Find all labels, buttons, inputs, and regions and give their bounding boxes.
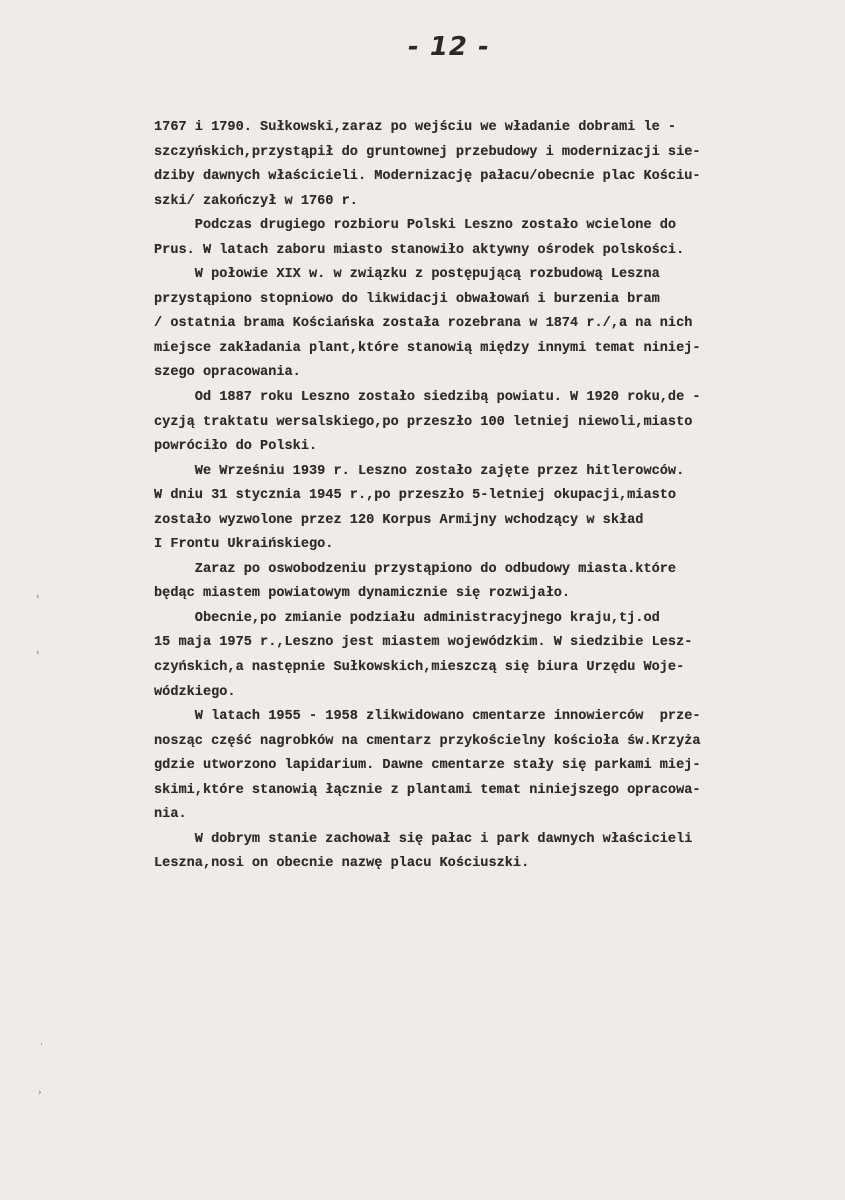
text-line: szczyńskich,przystąpił do gruntownej przebudowy i modernizacji sie- [154,144,701,160]
text-line: We Wrześniu 1939 r. Leszno zostało zajęte przez hitlerowców. [154,463,685,479]
text-line: / ostatnia brama Kościańska została rozebrana w 1874 r./,a na nich [154,316,693,332]
text-line: nosząc część nagrobków na cmentarz przykościelny kościoła św.Krzyża [154,733,701,749]
text-line: W latach 1955 - 1958 zlikwidowano cmentarze innowierców prze- [154,709,701,725]
text-line: Od 1887 roku Leszno zostało siedzibą powiatu. W 1920 roku,de - [154,390,701,406]
page-number: - 12 - [408,32,490,62]
margin-mark: ‹ [36,648,40,658]
text-line: czyńskich,a następnie Sułkowskich,mieszczą się biura Urzędu Woje- [154,660,685,676]
text-line: szego opracowania. [154,365,301,381]
margin-mark: › [38,1088,42,1098]
text-line: miejsce zakładania plant,które stanowią między innymi temat niniej- [154,340,701,356]
text-line: wódzkiego. [154,684,236,700]
text-line: Prus. W latach zaboru miasto stanowiło aktywny ośrodek polskości. [154,242,685,258]
text-line: Leszna,nosi on obecnie nazwę placu Kościuszki. [154,856,530,872]
text-line: I Frontu Ukraińskiego. [154,537,334,553]
text-line: zostało wyzwolone przez 120 Korpus Armijny wchodzący w skład [154,512,644,528]
text-line: W dniu 31 stycznia 1945 r.,po przeszło 5-letniej okupacji,miasto [154,488,677,504]
margin-mark: · [40,1040,43,1050]
body-text [154,116,844,877]
text-line: skimi,które stanowią łącznie z plantami temat niniejszego opracowa- [154,782,701,798]
text-line: Podczas drugiego rozbioru Polski Leszno zostało wcielone do [154,218,677,234]
text-line: powróciło do Polski. [154,439,318,455]
text-line: przystąpiono stopniowo do likwidacji obwałowań i burzenia bram [154,291,660,307]
text-line: szki/ zakończył w 1760 r. [154,193,358,209]
text-line: dziby dawnych właścicieli. Modernizację pałacu/obecnie plac Kościu- [154,169,701,185]
text-line: 15 maja 1975 r.,Leszno jest miastem wojewódzkim. W siedzibie Lesz- [154,635,693,651]
text-line: będąc miastem powiatowym dynamicznie się rozwijało. [154,586,571,602]
text-line: gdzie utworzono lapidarium. Dawne cmentarze stały się parkami miej- [154,758,701,774]
text-line: Obecnie,po zmianie podziału administracyjnego kraju,tj.od [154,610,660,626]
text-line: 1767 i 1790. Sułkowski,zaraz po wejściu we władanie dobrami le - [154,120,677,135]
text-line: cyzją traktatu wersalskiego,po przeszło 100 letniej niewoli,miasto [154,414,693,430]
text-line: Zaraz po oswobodzeniu przystąpiono do odbudowy miasta.które [154,561,677,577]
text-line: W połowie XIX w. w związku z postępującą rozbudową Leszna [154,267,660,283]
text-line: W dobrym stanie zachował się pałac i park dawnych właścicieli [154,831,693,847]
margin-mark: ‹ [36,592,40,602]
text-line: nia. [154,807,187,823]
